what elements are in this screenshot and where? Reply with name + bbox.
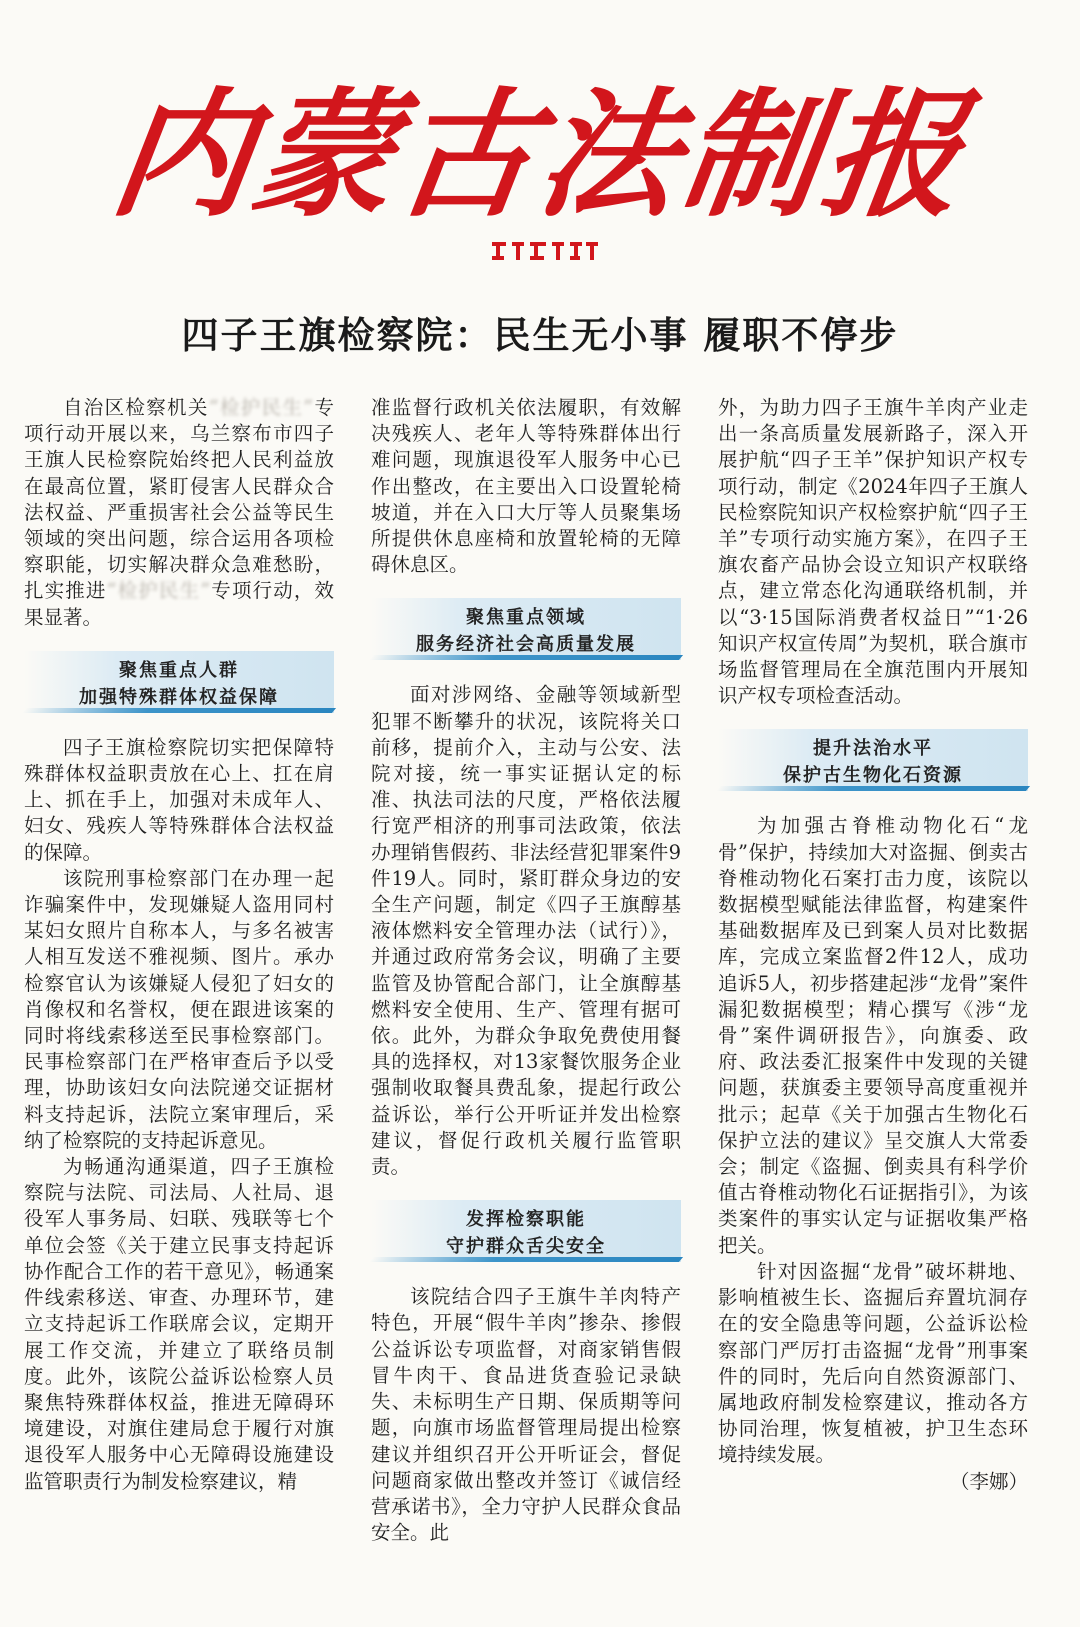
text-run: 自治区检察机关 (63, 396, 209, 419)
headline: 四子王旗检察院：民生无小事 履职不停步 (181, 313, 899, 357)
paragraph: 该院刑事检察部门在办理一起诈骗案件中，发现嫌疑人盗用同村某妇女照片自称本人，与多名被害人相互发送不雅视频、图片。承办检察官认为该嫌疑人侵犯了妇女的肖像权和名誉权，便在跟进该案的同时将线索移送至民事检察部门。民事检察部门在严格审查后予以受理，协助该妇女向法院递交证据材料支持起诉，法院立案审理后，采纳了检察院的支持起诉意见。 (24, 866, 334, 1152)
paragraph: 外，为助力四子王旗牛羊肉产业走出一条高质量发展新路子，深入开展护航“四子王羊”保护知识产权专项行动，制定《2024年四子王旗人民检察院知识产权检察护航“四子王羊”专项行动实施方案》，在四子王旗农畜产品协会设立知识产权联络点，建立常态化沟通联络机制，并以“3·15国际消费者权益日”“1·26知识产权宣传周”为契机，联合旗市场监督管理局在全旗范围内开展知识产权专项检查活动。 (718, 396, 1028, 708)
section-heading (371, 1200, 681, 1262)
paragraph: 针对因盗掘“龙骨”破坏耕地、影响植被生长、盗掘后弃置坑洞存在的安全隐患等问题，公益诉讼检察部门严厉打击盗掘“龙骨”刑事案件的同时，先后向自然资源部门、属地政府制发检察建议，推动各方协同治理，恢复植被，护卫生态环境持续发展。 (718, 1259, 1028, 1467)
section-heading-line2: 保护古生物化石资源 (783, 765, 963, 787)
section-heading-line1: 聚焦重点领域 (466, 607, 586, 629)
paragraph (24, 395, 334, 631)
section-heading (24, 651, 334, 713)
section-heading (371, 598, 681, 660)
section-heading-line2: 加强特殊群体权益保障 (79, 686, 279, 708)
paragraph: 为畅通沟通渠道，四子王旗检察院与法院、司法局、人社局、退役军人事务局、妇联、残联等七个单位会签《关于建立民事支持起诉协作配合工作的若干意见》，畅通案件线索移送、审查、办理环节，建立支持起诉工作联席会议，定期开展工作交流，并建立了联络员制度。此外，该院公益诉讼检察人员聚焦特殊群体权益，推进无障碍环境建设，对旗住建局怠于履行对旗退役军人服务中心无障碍设施建设监管职责行为制发检察建议，精 (24, 1155, 334, 1493)
paragraph: 为加强古脊椎动物化石“龙骨”保护，持续加大对盗掘、倒卖古脊椎动物化石案打击力度，该院以数据模型赋能法律监督，构建案件基础数据库及已到案人员对比数据库，完成立案监督2件12人，成功追诉5人，初步搭建起涉“龙骨”案件漏犯数据模型；精心撰写《涉“龙骨”案件调研报告》，向旗委、政府、政法委汇报案件中发现的关键问题，获旗委主要领导高度重视并批示；起草《关于加强古生物化石保护立法的建议》呈交旗人大常委会；制定《盗掘、倒卖具有科学价值古脊椎动物化石证据指引》，为该类案件的事实认定与证据收集严格把关。 (718, 814, 1028, 1257)
paragraph: 四子王旗检察院切实把保障特殊群体权益职责放在心上、扛在肩上、抓在手上，加强对未成年人、妇女、残疾人等特殊群体合法权益的保障。 (24, 735, 334, 864)
text-run: 专项行动开展以来，乌兰察布市四子王旗人民检察院始终把人民利益放在最高位置，紧盯侵害人民群众合法权益、严重损害社会公益等民生领域的突出问题，综合运用各项检察职能，切实解决群众急难愁盼，扎实推进 (24, 396, 334, 603)
column-3 (718, 395, 1028, 1495)
byline: （李娜） (949, 1469, 1028, 1493)
text-run: 专项行动，效果显著。 (24, 579, 334, 629)
blurred-text: “检护民生” (106, 579, 211, 603)
masthead-mongolian-script (490, 238, 600, 264)
section-heading-line1: 聚焦重点人群 (119, 659, 239, 681)
blurred-text: “检护民生” (208, 396, 314, 419)
column-2 (371, 395, 681, 1546)
masthead-title: 内蒙古法制报 (102, 73, 978, 236)
section-heading-line2: 守护群众舌尖安全 (446, 1236, 606, 1258)
paragraph: 该院结合四子王旗牛羊肉特产特色，开展“假牛羊肉”掺杂、掺假公益诉讼专项监督，对商家销售假冒牛肉干、食品进货查验记录缺失、未标明生产日期、保质期等问题，向旗市场监督管理局提出检察建议并组织召开公开听证会，督促问题商家做出整改并签订《诚信经营承诺书》，全力守护人民群众食品安全。此 (371, 1285, 681, 1545)
section-heading-line1: 发挥检察职能 (466, 1209, 586, 1231)
section-heading-line1: 提升法治水平 (813, 738, 933, 760)
section-heading-line2: 服务经济社会高质量发展 (416, 634, 636, 656)
paragraph: 面对涉网络、金融等领域新型犯罪不断攀升的状况，该院将关口前移，提前介入，主动与公安、法院对接，统一事实证据认定的标准、执法司法的尺度，严格依法履行宽严相济的刑事司法政策，依法办理销售假药、非法经营犯罪案件9件19人。同时，紧盯群众身边的安全生产问题，制定《四子王旗醇基液体燃料安全管理办法（试行）》，并通过政府常务会议，明确了主要监管及协管配合部门，让全旗醇基燃料安全使用、生产、管理有据可依。此外，为群众争取免费使用餐具的选择权，对13家餐饮服务企业强制收取餐具费乱象，提起行政公益诉讼，举行公开听证并发出检察建议，督促行政机关履行监管职责。 (371, 683, 681, 1179)
section-heading (718, 729, 1028, 791)
column-1 (24, 395, 334, 1495)
masthead (0, 70, 1080, 270)
paragraph: 准监督行政机关依法履职，有效解决残疾人、老年人等特殊群体出行难问题，现旗退役军人服务中心已作出整改，在主要出入口设置轮椅坡道，并在入口大厅等人员聚集场所提供休息座椅和放置轮椅的无障碍休息区。 (371, 396, 681, 577)
